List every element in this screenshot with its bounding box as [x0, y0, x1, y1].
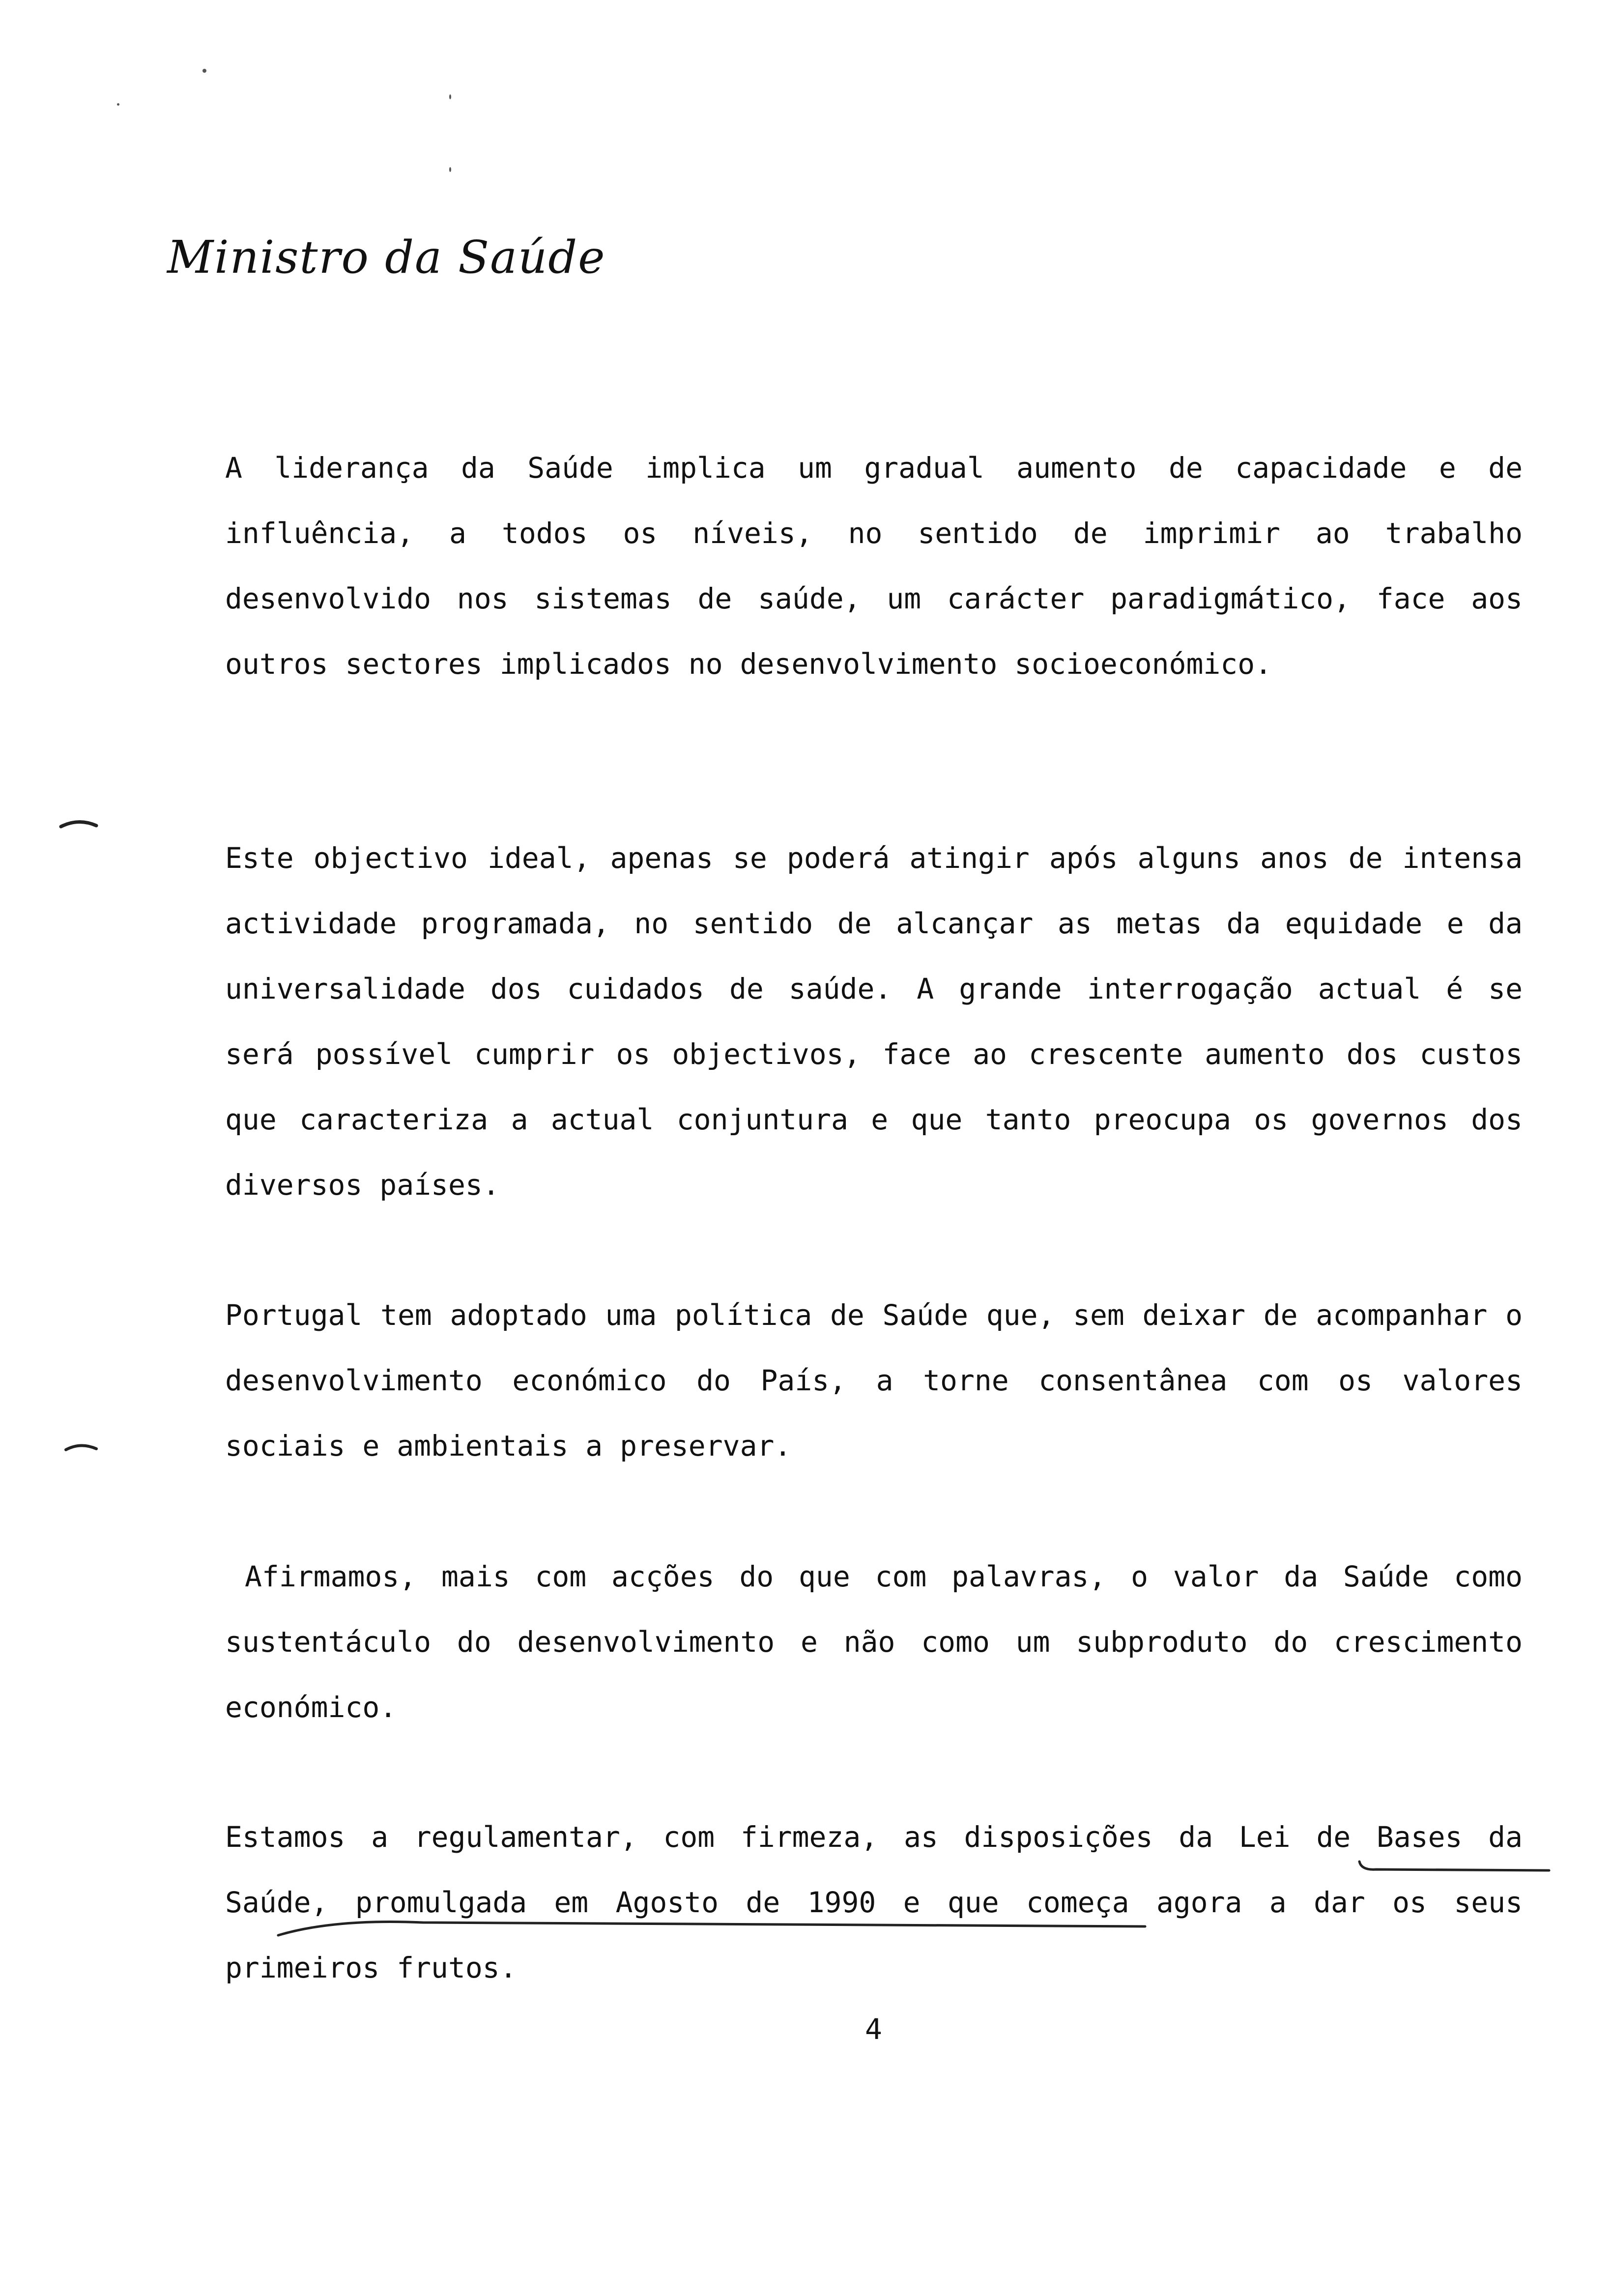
body-paragraph-5: Estamos a regulamentar, com firmeza, as disposições da Lei de Bases da Saúde, promulgada em Agosto de 1990 e que começa agora a dar os seus primeiros frutos.	[225, 1820, 1523, 1984]
scan-speck	[449, 167, 451, 172]
margin-mark	[59, 816, 98, 831]
body-paragraph-4: Afirmamos, mais com acções do que com palavras, o valor da Saúde como sustentáculo do desenvolvimento e não como um subproduto do crescimento económico.	[225, 1560, 1523, 1724]
letterhead-title: Ministro da Saúde	[167, 231, 606, 284]
page-number: 4	[865, 2012, 882, 2046]
scan-speck	[202, 69, 206, 73]
scan-speck	[449, 94, 451, 99]
scan-speck	[117, 103, 119, 106]
margin-mark	[64, 1440, 98, 1453]
handwritten-underline	[1356, 1858, 1553, 1877]
body-paragraph-3: Portugal tem adoptado uma política de Saúde que, sem deixar de acompanhar o desenvolvimento económico do País, a torne consentânea com os valores sociais e ambientais a preservar.	[225, 1298, 1523, 1463]
body-paragraph-2: Este objectivo ideal, apenas se poderá atingir após alguns anos de intensa actividade programada, no sentido de alcançar as metas da equidade e da universalidade dos cuidados de saúde. A grande interrogação actual é se será possível cumprir os objectivos, face ao crescente aumento dos custos que caracteriza a actual conjuntura e que tanto preocupa os governos dos diversos países.	[225, 841, 1523, 1202]
body-paragraph-1: A liderança da Saúde implica um gradual aumento de capacidade e de influência, a todos os níveis, no sentido de imprimir ao trabalho desenvolvido nos sistemas de saúde, um carácter paradigmático, face aos outros sectores implicados no desenvolvimento socioeconómico.	[225, 451, 1523, 681]
handwritten-underline	[275, 1916, 1150, 1945]
